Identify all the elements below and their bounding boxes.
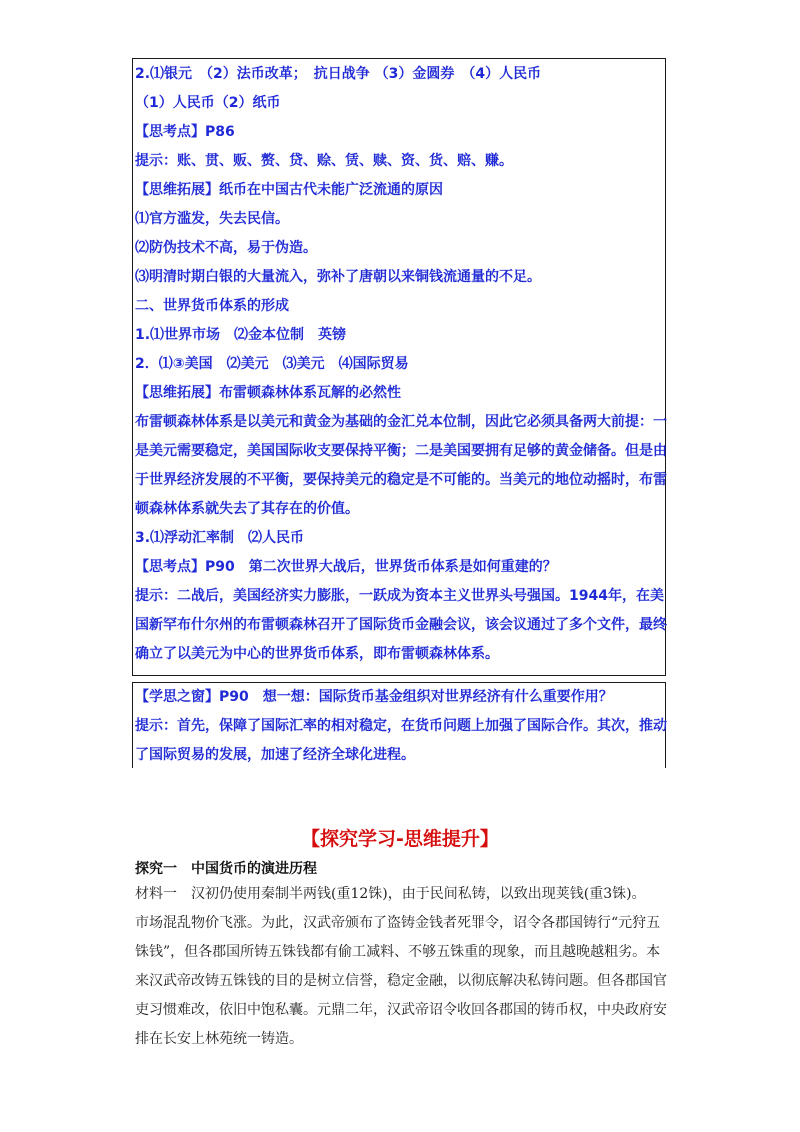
answer-line: 提示：账、贯、贩、赘、贷、赊、赁、赎、资、货、赔、赚。: [135, 153, 513, 169]
section-heading: 【探究学习-思维提升】: [301, 828, 499, 850]
answer-line: 确立了以美元为中心的世界货币体系，即布雷顿森林体系。: [135, 646, 499, 662]
material-line: 排在长安上林苑统一铸造。: [135, 1031, 303, 1047]
answer-line: 【思维拓展】布雷顿森林体系瓦解的必然性: [135, 385, 401, 401]
answer-line: 于世界经济发展的不平衡，要保持美元的稳定是不可能的。当美元的地位动摇时，布雷: [135, 472, 667, 488]
window-line: 了国际贸易的发展，加速了经济全球化进程。: [135, 747, 415, 763]
inquiry-title: 探究一 中国货币的演进历程: [135, 861, 317, 877]
material-line: 材料一 汉初仍使用秦制半两钱(重12铢)，由于民间私铸，以致出现荚钱(重3铢)。: [135, 886, 646, 902]
answer-line: 提示：二战后，美国经济实力膨胀，一跃成为资本主义世界头号强国。1944年，在美: [135, 588, 664, 604]
answer-line: 是美元需要稳定，美国国际收支要保持平衡；二是美国要拥有足够的黄金储备。但是由: [135, 443, 667, 459]
answer-line: 【思维拓展】纸币在中国古代未能广泛流通的原因: [135, 182, 443, 198]
material-line: 来汉武帝改铸五铢钱的目的是树立信誉，稳定金融，以彻底解决私铸问题。但各郡国官: [135, 973, 667, 989]
answer-line: 二、世界货币体系的形成: [135, 298, 289, 314]
window-line: 【学思之窗】P90 想一想：国际货币基金组织对世界经济有什么重要作用？: [135, 689, 613, 705]
answer-line: 3.⑴浮动汇率制 ⑵人民币: [135, 530, 305, 546]
answer-line: 【思考点】P90 第二次世界大战后，世界货币体系是如何重建的？: [135, 559, 557, 575]
answer-line: 2．⑴③美国 ⑵美元 ⑶美元 ⑷国际贸易: [135, 356, 409, 372]
answer-line: 1.⑴世界市场 ⑵金本位制 英镑: [135, 327, 347, 343]
material-line: 市场混乱物价飞涨。为此，汉武帝颁布了盗铸金钱者死罪令，诏令各郡国铸行“元狩五: [135, 915, 661, 931]
material-line: 吏习惯难改，依旧中饱私囊。元鼎二年，汉武帝诏令收回各郡国的铸币权，中央政府安: [135, 1002, 667, 1018]
answer-line: 布雷顿森林体系是以美元和黄金为基础的金汇兑本位制，因此它必须具备两大前提：一: [135, 414, 667, 430]
window-line: 提示：首先，保障了国际汇率的相对稳定，在货币问题上加强了国际合作。其次，推动: [135, 718, 667, 734]
answer-line: 【思考点】P86: [135, 124, 235, 140]
answer-line: ⑴官方滥发，失去民信。: [135, 211, 289, 227]
answer-line: 国新罕布什尔州的布雷顿森林召开了国际货币金融会议，该会议通过了多个文件，最终: [135, 617, 667, 633]
material-line: 铢钱”，但各郡国所铸五铢钱都有偷工减料、不够五铢重的现象，而且越晚越粗劣。本: [135, 944, 661, 960]
answer-line: （1）人民币（2）纸币: [135, 95, 281, 111]
answer-line: ⑵防伪技术不高，易于伪造。: [135, 240, 317, 256]
answer-line: 2.⑴银元 （2）法币改革； 抗日战争 （3）金圆券 （4）人民币: [135, 66, 542, 82]
answer-line: ⑶明清时期白银的大量流入，弥补了唐朝以来铜钱流通量的不足。: [135, 269, 541, 285]
answer-line: 顿森林体系就失去了其存在的价值。: [135, 501, 359, 517]
